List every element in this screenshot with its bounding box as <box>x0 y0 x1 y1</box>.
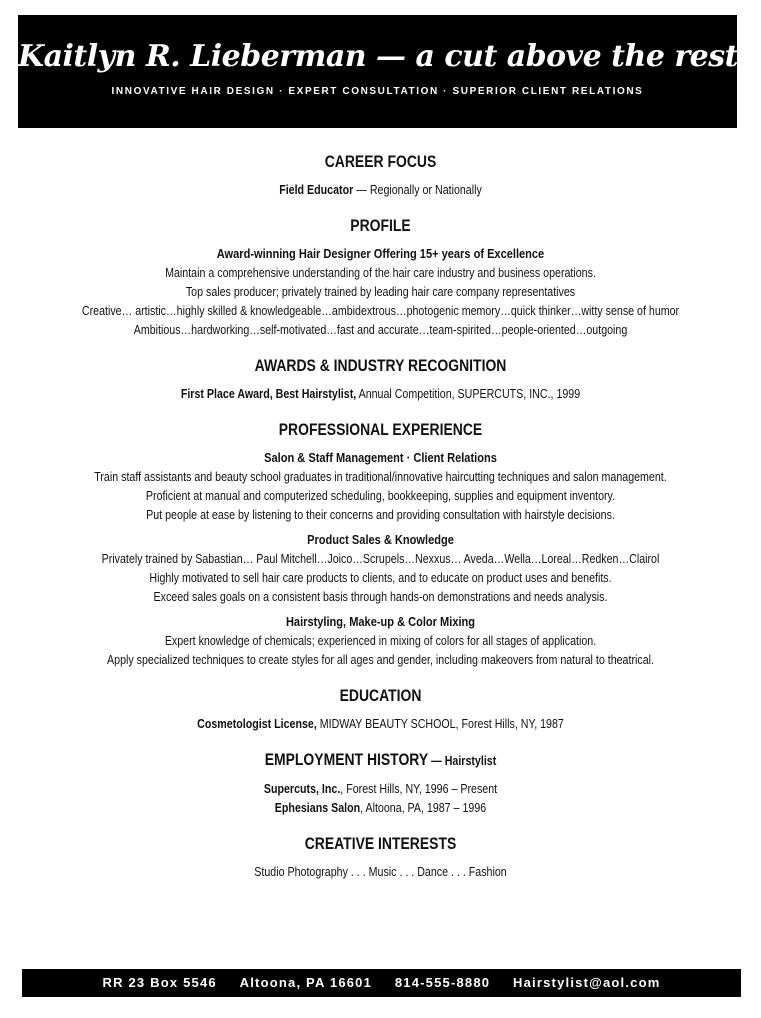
profile-line: Maintain a comprehensive understanding of the hair care industry and business operations. <box>165 265 596 280</box>
awards-title: AWARDS & INDUSTRY RECOGNITION <box>254 356 507 375</box>
career-focus-section <box>0 150 761 199</box>
employment-title-suffix: — Hairstylist <box>428 753 497 768</box>
footer-city: Altoona, PA 16601 <box>239 975 373 990</box>
award-name: First Place Award, Best Hairstylist, <box>180 386 357 401</box>
experience-title: PROFESSIONAL EXPERIENCE <box>278 420 483 439</box>
employer-name: Supercuts, Inc. <box>263 781 341 796</box>
education-title: EDUCATION <box>339 686 422 705</box>
profile-headline: Award-winning Hair Designer Offering 15+ years of Excellence <box>216 246 545 261</box>
footer-phone: 814-555-8880 <box>394 975 491 990</box>
experience-line: Highly motivated to sell hair care products to clients, and to educate on product uses and benefits. <box>149 570 612 585</box>
profile-title: PROFILE <box>350 216 411 235</box>
award-detail: Annual Competition, SUPERCUTS, INC., 1999 <box>356 386 581 401</box>
employer-name: Ephesians Salon <box>274 800 361 815</box>
career-focus-detail: — Regionally or Nationally <box>353 182 482 197</box>
experience-line: Privately trained by Sabastian… Paul Mitchell…Joico…Scrupels…Nexxus… Aveda…Wella…Loreal…Redken…Clairol <box>101 551 660 566</box>
profile-line: Top sales producer; privately trained by leading hair care company representatives <box>185 284 576 299</box>
career-focus-title: CAREER FOCUS <box>324 152 437 171</box>
experience-group-heading: Product Sales & Knowledge <box>307 532 454 547</box>
resume-body <box>0 150 761 896</box>
career-focus-role: Field Educator <box>279 182 354 197</box>
profile-line: Creative… artistic…highly skilled & knowledgeable…ambidextrous…photogenic memory…quick thinker…witty sense of humor <box>81 303 680 318</box>
award-line <box>68 384 692 403</box>
experience-line: Expert knowledge of chemicals; experienced in mixing of colors for all stages of application. <box>164 633 597 648</box>
employment-title-text: EMPLOYMENT HISTORY <box>264 750 429 769</box>
interests-line: Studio Photography . . . Music . . . Dance . . . Fashion <box>254 864 507 879</box>
awards-section <box>0 354 761 403</box>
education-credential: Cosmetologist License, <box>197 716 317 731</box>
employment-section <box>0 748 761 817</box>
employment-title <box>68 748 692 773</box>
experience-line: Put people at ease by listening to their concerns and providing consultation with hairstyle decisions. <box>146 507 615 522</box>
experience-line: Proficient at manual and computerized scheduling, bookkeeping, supplies and equipment inventory. <box>145 488 616 503</box>
employer-detail: , Altoona, PA, 1987 – 1996 <box>360 800 487 815</box>
employer-detail: , Forest Hills, NY, 1996 – Present <box>340 781 498 796</box>
interests-section <box>0 832 761 881</box>
experience-group-heading: Salon & Staff Management · Client Relations <box>264 450 497 465</box>
education-line <box>68 714 692 733</box>
tagline: INNOVATIVE HAIR DESIGN · EXPERT CONSULTATION · SUPERIOR CLIENT RELATIONS <box>111 86 644 97</box>
profile-section <box>0 214 761 339</box>
experience-line: Apply specialized techniques to create styles for all ages and gender, including makeovers from natural to theatrical. <box>107 652 654 667</box>
interests-title: CREATIVE INTERESTS <box>304 834 457 853</box>
employment-item <box>68 779 692 798</box>
experience-section <box>0 418 761 669</box>
contact-footer <box>22 969 741 997</box>
brand-title: Kaitlyn R. Lieberman — a cut above the rest! <box>18 39 751 74</box>
footer-email: Hairstylist@aol.com <box>513 975 661 990</box>
footer-address: RR 23 Box 5546 <box>102 975 217 990</box>
experience-group-heading: Hairstyling, Make-up & Color Mixing <box>285 614 476 629</box>
employment-item <box>68 798 692 817</box>
experience-line: Train staff assistants and beauty school graduates in traditional/innovative haircutting techniques and salon management. <box>94 469 667 484</box>
education-detail: MIDWAY BEAUTY SCHOOL, Forest Hills, NY, 1987 <box>316 716 564 731</box>
profile-line: Ambitious…hardworking…self-motivated…fast and accurate…team-spirited…people-oriented…outgoing <box>133 322 628 337</box>
career-focus-line <box>68 180 692 199</box>
experience-line: Exceed sales goals on a consistent basis through hands-on demonstrations and needs analysis. <box>153 589 608 604</box>
education-section <box>0 684 761 733</box>
header-banner <box>18 15 751 128</box>
